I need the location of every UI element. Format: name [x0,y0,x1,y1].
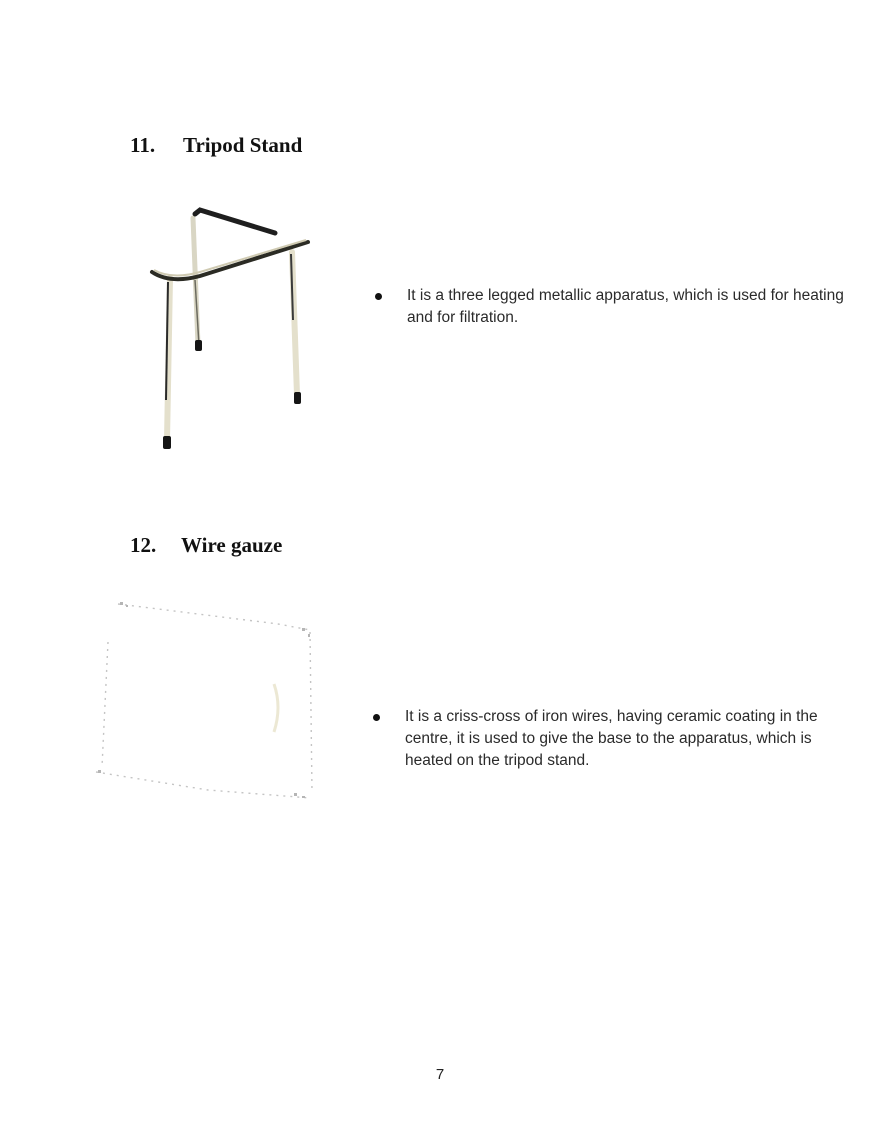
wire-gauze-description [373,706,851,772]
tripod-stand-figure [140,200,320,460]
description-text: It is a three legged metallic apparatus, which is used for heating and for filtration. [407,287,844,326]
bullet-icon [375,293,382,300]
bullet-icon [373,714,380,721]
wire-gauze-icon [88,592,324,812]
wire-gauze-figure [88,592,324,812]
section-heading-tripod-stand [130,133,303,158]
description-text: It is a criss-cross of iron wires, having ceramic coating in the centre, it is used to give the base to the apparatus, which is heated on the tripod stand. [405,708,818,769]
section-title: Tripod Stand [183,133,303,157]
tripod-stand-description [375,285,845,329]
page-number: 7 [435,1066,445,1083]
section-heading-wire-gauze [130,533,283,558]
section-number: 12. [130,533,157,557]
tripod-stand-icon [140,200,320,460]
section-title: Wire gauze [181,533,283,557]
section-number: 11. [130,133,156,157]
